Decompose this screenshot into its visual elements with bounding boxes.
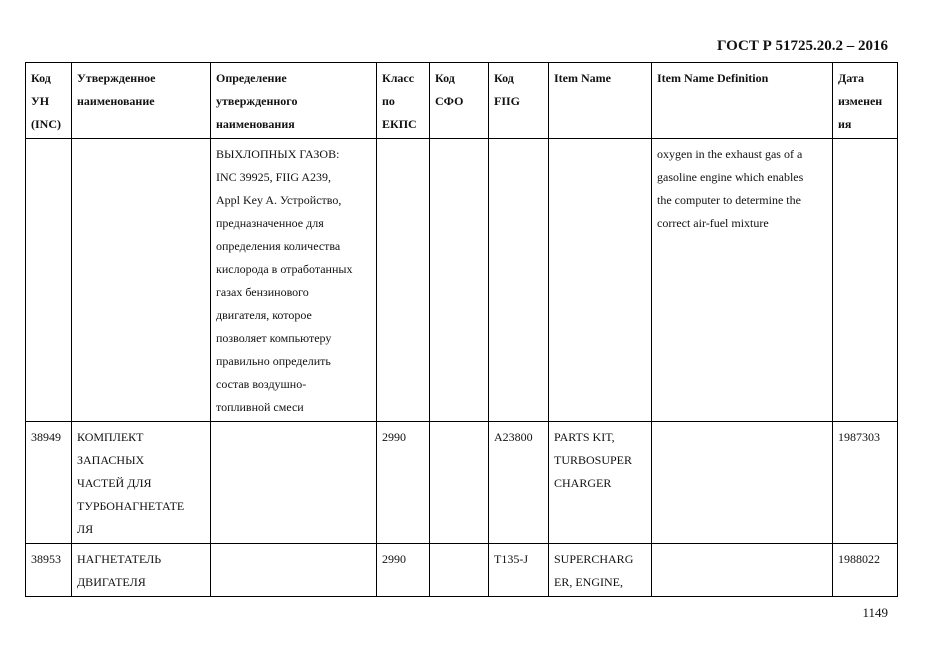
cell-line: correct air-fuel mixture [657,216,769,230]
cell-line: позволяет компьютеру [216,331,332,345]
cell-line: ВЫХЛОПНЫХ ГАЗОВ: [216,147,340,161]
cell-line: 38953 [31,552,61,566]
cell-date [833,422,898,544]
cell-line: 38949 [31,430,61,444]
table-row [26,544,898,597]
cell-line: ЧАСТЕЙ ДЛЯ [77,476,152,490]
cell-code [26,544,72,597]
cell-line: oxygen in the exhaust gas of a [657,147,803,161]
header-line: утвержденного [216,94,298,108]
cell-name [72,139,211,422]
cell-line: предназначенное для [216,216,324,230]
header-cls [377,63,430,139]
cell-line: gasoline engine which enables [657,170,804,184]
cell-fiig [489,544,549,597]
cell-line: PARTS KIT, [554,430,615,444]
cell-line: 2990 [382,430,406,444]
cell-date [833,139,898,422]
cell-idef [652,139,833,422]
cell-name [72,544,211,597]
cell-iname [549,139,652,422]
cell-line: кислорода в отработанных [216,262,353,276]
table-header-row [26,63,898,139]
cell-line: 1988022 [838,552,880,566]
cell-line: ТУРБОНАГНЕТАТЕ [77,499,185,513]
cell-idef [652,544,833,597]
header-line: наименование [77,94,155,108]
cell-date [833,544,898,597]
cell-def [211,139,377,422]
cell-sfo [430,544,489,597]
header-line: ия [838,117,852,131]
cell-line: 2990 [382,552,406,566]
cell-line: топливной смеси [216,400,304,414]
cell-line: SUPERCHARG [554,552,634,566]
header-line: по [382,94,395,108]
cell-cls [377,544,430,597]
header-line: (INC) [31,117,61,131]
cell-line: НАГНЕТАТЕЛЬ [77,552,162,566]
header-line: FIIG [494,94,521,108]
cell-line: определения количества [216,239,341,253]
header-date [833,63,898,139]
cell-line: правильно определить [216,354,331,368]
cell-line: INC 39925, FIIG A239, [216,170,332,184]
header-name [72,63,211,139]
header-iname [549,63,652,139]
header-line: Класс [382,71,415,85]
header-code [26,63,72,139]
cell-def [211,544,377,597]
cell-line: ЗАПАСНЫХ [77,453,145,467]
cell-line: 1987303 [838,430,880,444]
header-line: Определение [216,71,287,85]
table-row [26,422,898,544]
header-sfo [430,63,489,139]
header-line: Код [31,71,51,85]
page-number: 1149 [862,605,888,620]
table-row [26,139,898,422]
cell-line: the computer to determine the [657,193,801,207]
cell-fiig [489,139,549,422]
standard-reference: ГОСТ Р 51725.20.2 – 2016 [716,38,888,54]
header-def [211,63,377,139]
header-line: наименования [216,117,295,131]
cell-code [26,139,72,422]
cell-line: Appl Key A. Устройство, [216,193,342,207]
cell-line: T135-J [494,552,528,566]
cell-cls [377,139,430,422]
cell-line: состав воздушно- [216,377,307,391]
cell-fiig [489,422,549,544]
cell-sfo [430,139,489,422]
cell-name [72,422,211,544]
header-line: ЕКПС [382,117,417,131]
table-body [26,139,898,597]
cell-iname [549,422,652,544]
cell-line: двигателя, которое [216,308,312,322]
header-line: Код [435,71,455,85]
header-line: Item Name Definition [657,71,769,85]
cell-line: CHARGER [554,476,612,490]
classification-table [25,62,898,597]
cell-idef [652,422,833,544]
header-line: Дата [838,71,864,85]
cell-line: ЛЯ [77,522,94,536]
cell-line: ДВИГАТЕЛЯ [77,575,146,589]
cell-sfo [430,422,489,544]
cell-def [211,422,377,544]
header-line: Item Name [554,71,611,85]
cell-code [26,422,72,544]
cell-cls [377,422,430,544]
header-idef [652,63,833,139]
header-fiig [489,63,549,139]
cell-iname [549,544,652,597]
header-line: изменен [838,94,883,108]
header-line: СФО [435,94,464,108]
header-line: Утвержденное [77,71,156,85]
cell-line: газах бензинового [216,285,309,299]
header-line: УН [31,94,50,108]
cell-line: КОМПЛЕКТ [77,430,144,444]
header-line: Код [494,71,514,85]
cell-line: ER, ENGINE, [554,575,623,589]
cell-line: TURBOSUPER [554,453,633,467]
cell-line: A23800 [494,430,533,444]
